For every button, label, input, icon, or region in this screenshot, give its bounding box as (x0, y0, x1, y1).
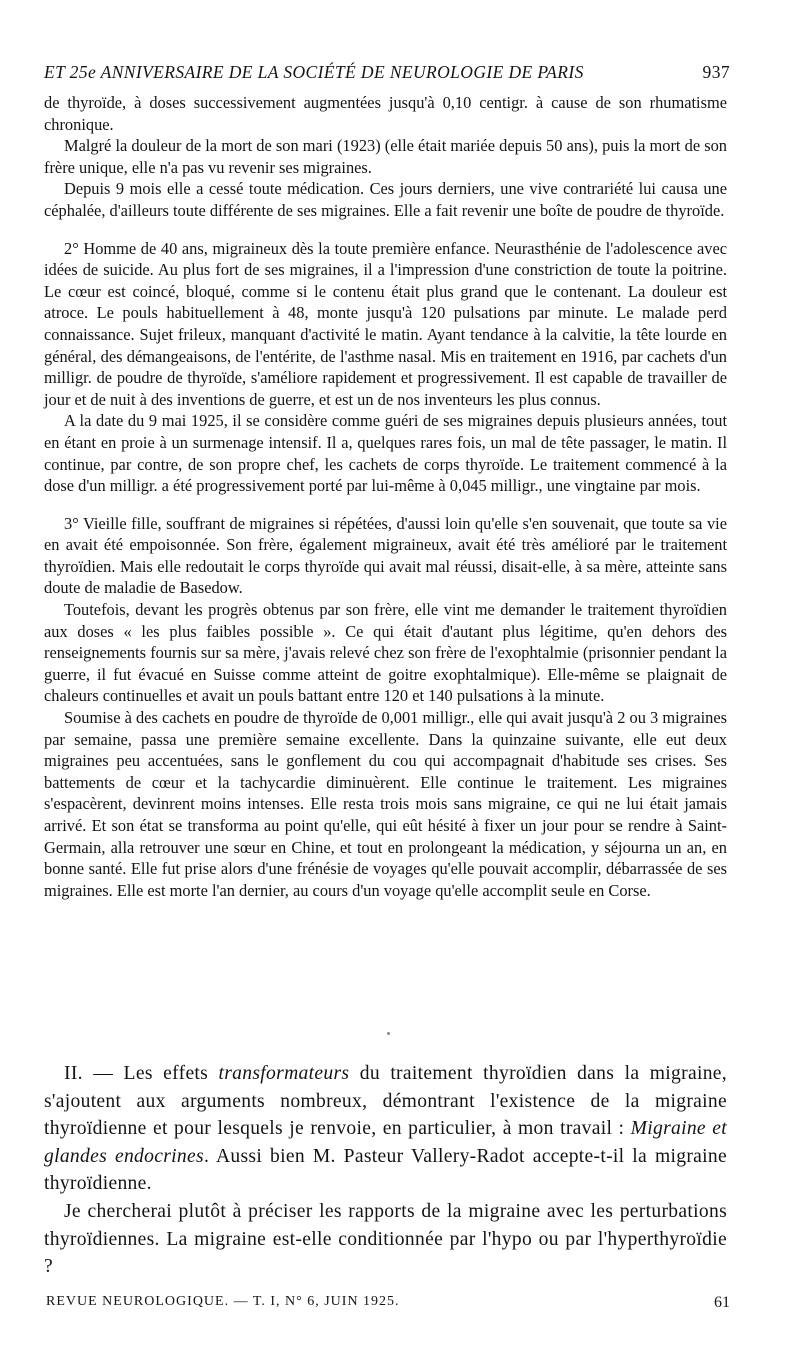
section-ii (44, 1060, 727, 1281)
paragraph: Toutefois, devant les progrès obtenus par son frère, elle vint me demander le traitement thyroïdien aux doses « les plus faibles possible ». Ce qui était d'autant plus légitime, qu'en dehors des renseignements fournis sur sa mère, j'avais relevé chez son frère de l'exophtalmie (prisonnier pendant la guerre, il fut évacué en Suisse comme atteint de goitre exophtalmique). Elle-même se plaignait de chaleurs continuelles et avait un pouls battant entre 120 et 140 pulsations à la minute. (44, 600, 727, 706)
emphasis: transformateurs (218, 1063, 350, 1084)
signature-mark: 61 (714, 1294, 730, 1311)
paragraph: de thyroïde, à doses successivement augmentées jusqu'à 0,10 centigr. à cause de son rhumatisme chronique. (44, 93, 727, 134)
text-run: . Aussi bien M. Pasteur Vallery-Radot accepte-t-il la migraine thyroïdienne. (44, 1145, 727, 1195)
page-footer (46, 1294, 730, 1310)
text-run: II. — Les effets (64, 1063, 219, 1084)
running-header (44, 62, 732, 83)
page-number: 937 (702, 62, 730, 82)
paragraph: Soumise à des cachets en poudre de thyroïde de 0,001 milligr., elle qui avait jusqu'à 2 ou 3 migraines par semaine, passa une première semaine excellente. Dans la quinzaine suivante, elle eut deux migraines peu accentuées, sans le gonflement du cou qui accompagnait d'habitude ses crises. Ses battements de cœur et la tachycardie diminuèrent. Elle continue le traitement. Les migraines s'espacèrent, devinrent moins intenses. Elle resta trois mois sans migraine, ce qui ne lui était jamais arrivé. Et son état se transforma au point qu'elle, qui eût hésité à fixer un jour pour se rendre à Saint-Germain, alla retrouver une sœur en Chine, et tout en prolongeant la médication, y séjourna un an, en bonne santé. Elle fut prise alors d'une frénésie de voyages qu'elle pouvait accomplir, débarrassée de ses migraines. Elle est morte l'an dernier, au cours d'un voyage qu'elle accomplit seule en Corse. (44, 708, 727, 900)
header-title: ET 25e ANNIVERSAIRE DE LA SOCIÉTÉ DE NEUROLOGIE DE PARIS (44, 62, 584, 82)
section-divider-dot (387, 1032, 390, 1035)
paragraph: Je chercherai plutôt à préciser les rapports de la migraine avec les perturbations thyroïdiennes. La migraine est-elle conditionnée par l'hypo ou par l'hyperthyroïdie ? (44, 1200, 727, 1278)
paragraph: 3° Vieille fille, souffrant de migraines si répétées, d'aussi loin qu'elle s'en souvenait, que toute sa vie en avait été empoisonnée. Son frère, également migraineux, avait été très amélioré par le traitement thyroïdien. Mais elle redoutait le corps thyroïde qui avait mal réussi, disait-elle, à sa mère, atteinte sans doute de maladie de Basedow. (44, 513, 727, 598)
case-reports (44, 92, 727, 901)
paragraph: 2° Homme de 40 ans, migraineux dès la toute première enfance. Neurasthénie de l'adolescence avec idées de suicide. Au plus fort de ses migraines, il a l'impression d'une constriction de toute la poitrine. Le cœur est coincé, bloqué, comme si le contenu était plus grand que le contenant. La douleur est atroce. Le pouls habituellement à 48, monte jusqu'à 120 pulsations par minute. Le malade perd connaissance. Sujet frileux, manquant d'activité le matin. Ayant tendance à la calvitie, la tête lourde en général, des démangeaisons, de l'entérite, de l'asthme nasal. Mis en traitement en 1916, par cachets d'un milligr. de poudre de thyroïde, s'améliore rapidement et progressivement. Il est capable de travailler de jour et de nuit à des inventions de guerre, et est un de nos inventeurs les plus connus. (44, 238, 727, 409)
work-title: Migraine et glandes endocrines (44, 1118, 727, 1167)
paragraph: A la date du 9 mai 1925, il se considère comme guéri de ses migraines depuis plusieurs années, tout en étant en proie à un surmenage intensif. Il a, quelques rares fois, un mal de tête passager, le matin. Il continue, par contre, de son propre chef, les cachets de corps thyroïde. Le traitement commencé à la dose d'un milligr. a été progressivement porté par lui-même à 0,045 milligr., une vingtaine par mois. (44, 411, 727, 496)
journal-reference: REVUE NEUROLOGIQUE. — T. I, N° 6, JUIN 1925. (46, 1294, 400, 1309)
text-run: du traitement thyroïdien dans la migraine, s'ajoutent aux arguments nombreux, démontrant l'existence de la migraine thyroïdienne et pour lesquels je renvoie, en particulier, à mon travail : (44, 1063, 727, 1140)
paragraph: Malgré la douleur de la mort de son mari (1923) (elle était mariée depuis 50 ans), puis la mort de son frère unique, elle n'a pas vu revenir ses migraines. (44, 136, 727, 177)
paragraph (44, 1060, 727, 1198)
paragraph: Depuis 9 mois elle a cessé toute médication. Ces jours derniers, une vive contrariété lui causa une céphalée, d'ailleurs toute différente de ses migraines. Elle a fait revenir une boîte de poudre de thyroïde. (44, 179, 727, 220)
